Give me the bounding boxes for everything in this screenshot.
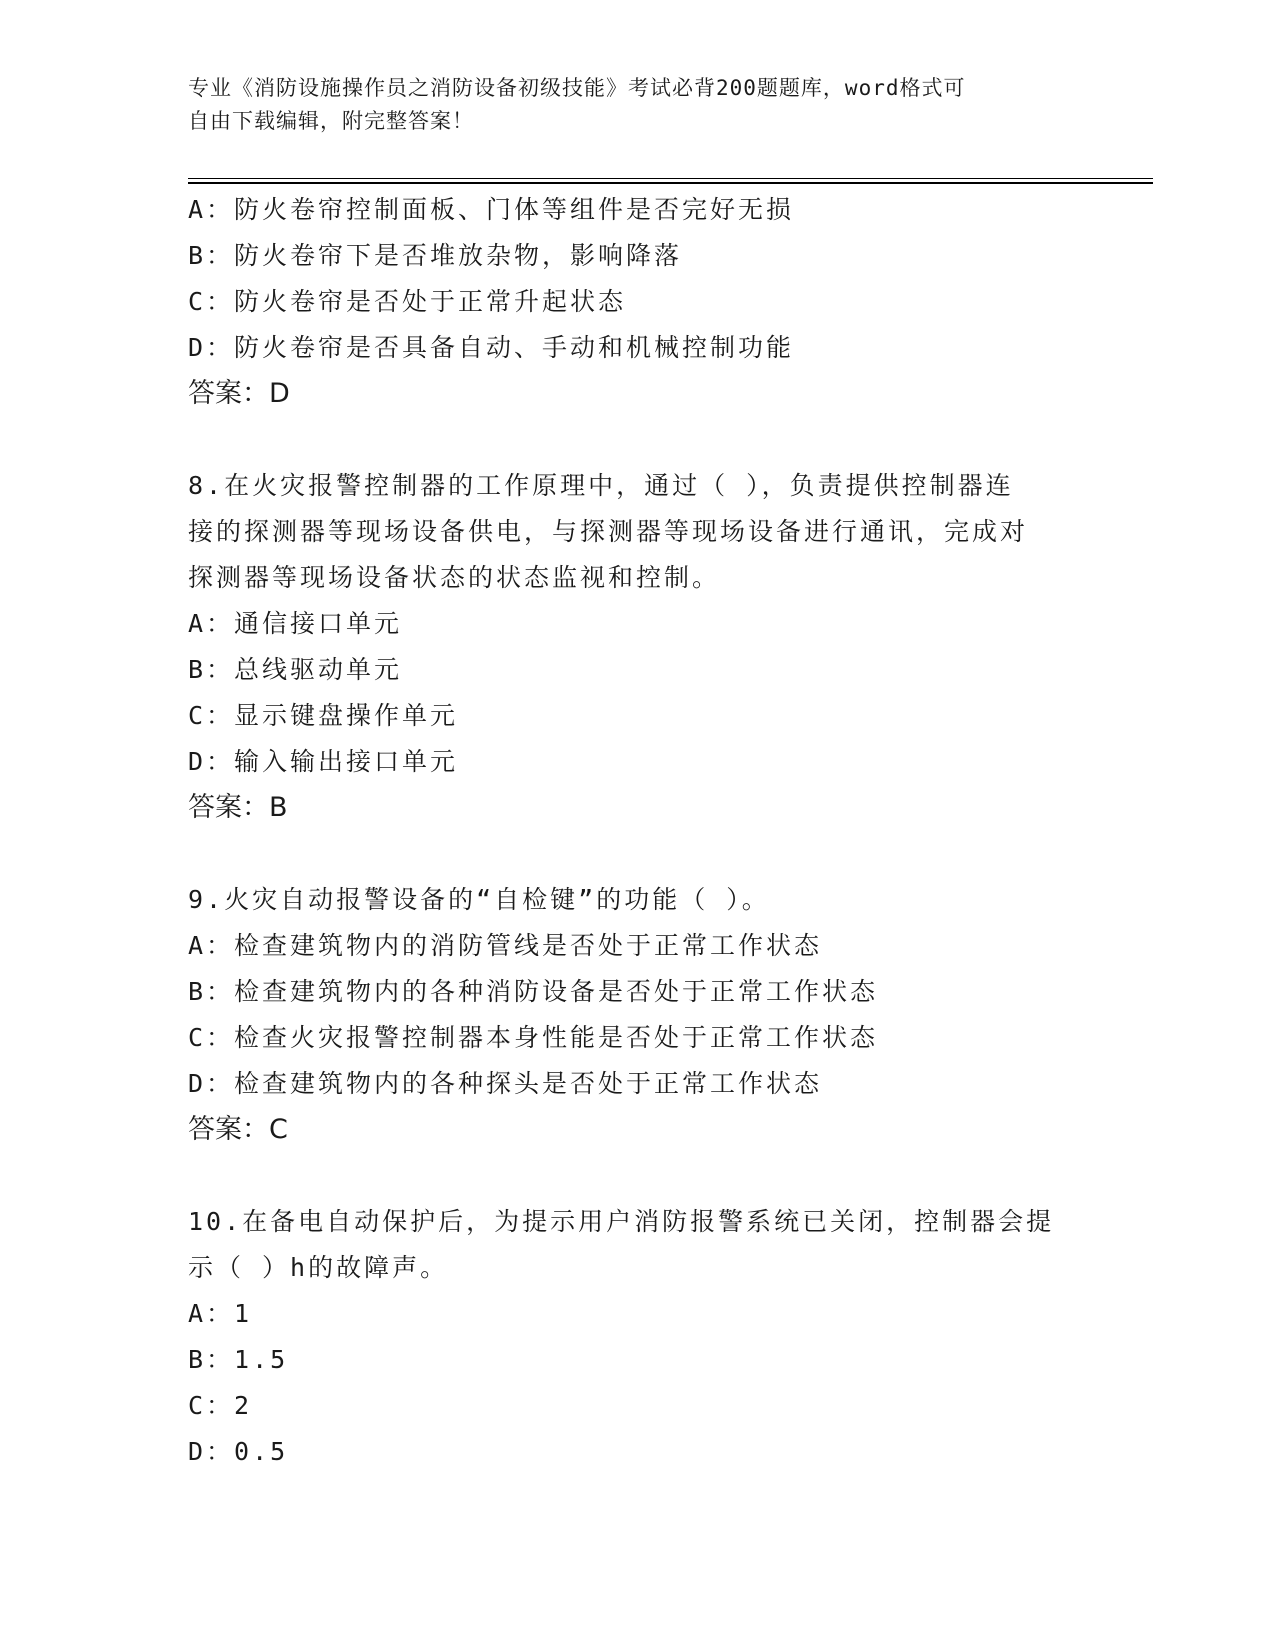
question-stem-line: 9.火灾自动报警设备的“自检键”的功能（ ）。: [188, 885, 770, 914]
header-divider-thin: [188, 178, 1153, 179]
question-8: [188, 463, 1088, 831]
question-stem-line: 接的探测器等现场设备供电，与探测器等现场设备进行通讯，完成对: [188, 517, 1029, 546]
option-c: C：防火卷帘是否处于正常升起状态: [188, 287, 627, 316]
option-d: D：防火卷帘是否具备自动、手动和机械控制功能: [188, 333, 795, 362]
option-b: B：检查建筑物内的各种消防设备是否处于正常工作状态: [188, 977, 879, 1006]
option-d: D：检查建筑物内的各种探头是否处于正常工作状态: [188, 1069, 823, 1098]
question-stem-line: 探测器等现场设备状态的状态监视和控制。: [188, 563, 721, 592]
question-10: [188, 1199, 1088, 1475]
option-b: B：总线驱动单元: [188, 655, 403, 684]
question-list: [188, 187, 1088, 1475]
spacer: [188, 1153, 1088, 1199]
option-b: B：防火卷帘下是否堆放杂物，影响降落: [188, 241, 683, 270]
question-stem-line: 8.在火灾报警控制器的工作原理中，通过（ ），负责提供控制器连: [188, 471, 1014, 500]
option-a: A：通信接口单元: [188, 609, 403, 638]
spacer: [188, 417, 1088, 463]
question-9: [188, 877, 1088, 1153]
question-stem-line: 示（ ）h的故障声。: [188, 1253, 449, 1282]
answer: 答案：C: [188, 1114, 288, 1145]
option-d: D：0.5: [188, 1437, 289, 1466]
option-c: C：检查火灾报警控制器本身性能是否处于正常工作状态: [188, 1023, 879, 1052]
spacer: [188, 831, 1088, 877]
option-a: A：1: [188, 1299, 253, 1328]
header-title-line-1: 专业《消防设施操作员之消防设备初级技能》考试必背200题题库，word格式可: [188, 76, 966, 100]
question-7: [188, 187, 1088, 417]
answer: 答案：B: [188, 792, 288, 823]
option-b: B：1.5: [188, 1345, 289, 1374]
option-c: C：显示键盘操作单元: [188, 701, 459, 730]
header-title-line-2: 自由下载编辑，附完整答案！: [188, 109, 474, 133]
document-header: [188, 72, 1068, 138]
option-d: D：输入输出接口单元: [188, 747, 459, 776]
answer: 答案：D: [188, 378, 290, 409]
header-divider-thick: [188, 182, 1153, 184]
question-stem-line: 10.在备电自动保护后，为提示用户消防报警系统已关闭，控制器会提: [188, 1207, 1055, 1236]
option-a: A：检查建筑物内的消防管线是否处于正常工作状态: [188, 931, 823, 960]
option-c: C：2: [188, 1391, 253, 1420]
option-a: A：防火卷帘控制面板、门体等组件是否完好无损: [188, 195, 795, 224]
